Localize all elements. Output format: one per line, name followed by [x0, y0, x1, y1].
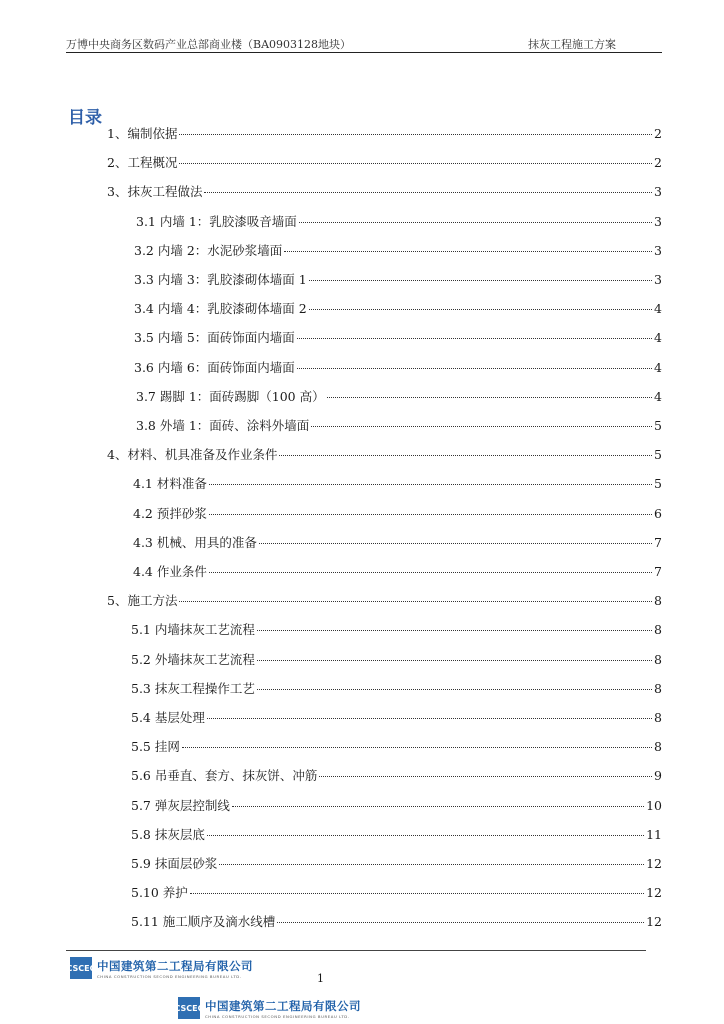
toc-dot-leader [190, 883, 644, 894]
toc-entry-page: 8 [654, 593, 662, 608]
toc-entry[interactable] [134, 299, 662, 317]
toc-entry-label: 5.7 弹灰层控制线 [131, 798, 230, 813]
toc-entry[interactable] [131, 708, 662, 726]
toc-entry[interactable] [134, 241, 662, 259]
toc-entry-page: 12 [646, 856, 662, 871]
header-rule [66, 52, 662, 53]
toc-entry[interactable] [136, 416, 662, 434]
toc-entry[interactable] [107, 153, 662, 171]
logo-company-name-en: CHINA CONSTRUCTION SECOND ENGINEERING BUREAU LTD. [205, 1013, 350, 1019]
toc-entry[interactable] [134, 328, 662, 346]
toc-entry-label: 3.8 外墙 1：面砖、涂料外墙面 [136, 418, 310, 433]
toc-entry-page: 6 [654, 506, 662, 521]
toc-dot-leader [179, 153, 652, 164]
toc-entry-page: 8 [654, 652, 662, 667]
toc-entry-page: 3 [654, 214, 662, 229]
footer-logo [66, 957, 253, 979]
toc-dot-leader [327, 387, 652, 398]
toc-entry-label: 3.6 内墙 6：面砖饰面内墙面 [134, 360, 295, 375]
toc-dot-leader [179, 591, 652, 602]
toc-entry-label: 3.4 内墙 4：乳胶漆砌体墙面 2 [134, 301, 307, 316]
toc-entry[interactable] [133, 533, 662, 551]
toc-dot-leader [279, 445, 652, 456]
toc-dot-leader [284, 241, 652, 252]
toc-entry-page: 12 [646, 914, 662, 929]
toc-entry-label: 5.9 抹面层砂浆 [131, 856, 218, 871]
toc-entry-label: 4.2 预拌砂浆 [133, 506, 207, 521]
toc-entry-page: 10 [646, 798, 662, 813]
toc-entry[interactable] [131, 883, 662, 901]
page-number: 1 [317, 972, 324, 985]
toc-entry-label: 3.5 内墙 5：面砖饰面内墙面 [134, 330, 295, 345]
toc-entry-label: 3.2 内墙 2：水泥砂浆墙面 [134, 243, 283, 258]
toc-entry-page: 4 [654, 330, 662, 345]
toc-entry-page: 4 [654, 389, 662, 404]
toc-dot-leader [179, 124, 652, 135]
toc-entry[interactable] [131, 912, 662, 930]
toc-entry-label: 4.3 机械、用具的准备 [133, 535, 257, 550]
toc-dot-leader [204, 182, 652, 193]
toc-entry-page: 5 [654, 447, 662, 462]
cscec-logo-icon: CSCEC [178, 997, 200, 1019]
toc-entry-page: 8 [654, 710, 662, 725]
toc-entry[interactable] [107, 124, 662, 142]
toc-entry[interactable] [131, 650, 662, 668]
toc-dot-leader [182, 737, 652, 748]
toc-entry-label: 4.4 作业条件 [133, 564, 207, 579]
toc-entry-label: 5.6 吊垂直、套方、抹灰饼、冲筋 [131, 768, 318, 783]
toc-entry-label: 3.7 踢脚 1：面砖踢脚（100 高） [136, 389, 325, 404]
toc-entry-page: 7 [654, 535, 662, 550]
toc-dot-leader [297, 328, 652, 339]
toc-dot-leader [219, 854, 644, 865]
toc-entry-page: 2 [654, 126, 662, 141]
toc-entry[interactable] [107, 182, 662, 200]
header-document-title: 抹灰工程施工方案 [528, 38, 616, 51]
cscec-logo-icon: CSCEC [70, 957, 92, 979]
toc-dot-leader [319, 766, 652, 777]
toc-entry-label: 5.10 养护 [131, 885, 188, 900]
toc-dot-leader [209, 474, 652, 485]
toc-dot-leader [207, 825, 644, 836]
logo-company-name: 中国建筑第二工程局有限公司 [97, 958, 253, 973]
toc-entry-label: 5.4 基层处理 [131, 710, 205, 725]
toc-entry-page: 3 [654, 272, 662, 287]
toc-dot-leader [232, 796, 644, 807]
toc-dot-leader [277, 912, 644, 923]
toc-dot-leader [257, 620, 652, 631]
toc-entry-page: 3 [654, 243, 662, 258]
toc-entry[interactable] [107, 445, 662, 463]
toc-entry-page: 11 [646, 827, 662, 842]
toc-entry-page: 2 [654, 155, 662, 170]
toc-entry[interactable] [136, 212, 662, 230]
toc-dot-leader [311, 416, 652, 427]
toc-entry-label: 5.3 抹灰工程操作工艺 [131, 681, 255, 696]
toc-entry[interactable] [133, 562, 662, 580]
page-header [66, 36, 662, 52]
toc-entry-page: 7 [654, 564, 662, 579]
toc-entry-label: 5.8 抹灰层底 [131, 827, 205, 842]
toc-dot-leader [209, 504, 652, 515]
toc-dot-leader [309, 270, 652, 281]
toc-dot-leader [209, 562, 652, 573]
toc-entry[interactable] [131, 679, 662, 697]
logo-company-name-en: CHINA CONSTRUCTION SECOND ENGINEERING BUREAU LTD. [97, 973, 242, 979]
toc-entry-page: 4 [654, 301, 662, 316]
toc-entry[interactable] [107, 591, 662, 609]
toc-entry-page: 9 [654, 768, 662, 783]
toc-entry-page: 8 [654, 681, 662, 696]
toc-entry[interactable] [134, 358, 662, 376]
footer-rule [66, 950, 646, 951]
footer-logo-watermark [174, 997, 361, 1019]
toc-entry[interactable] [134, 270, 662, 288]
toc-entry[interactable] [131, 766, 662, 784]
header-project-title: 万博中央商务区数码产业总部商业楼（BA0903128地块） [66, 38, 352, 51]
toc-entry[interactable] [131, 620, 662, 638]
toc-entry-label: 5.2 外墙抹灰工艺流程 [131, 652, 255, 667]
toc-entry[interactable] [131, 796, 662, 814]
toc-entry-page: 5 [654, 418, 662, 433]
toc-entry-label: 3.1 内墙 1：乳胶漆吸音墙面 [136, 214, 297, 229]
toc-dot-leader [257, 650, 652, 661]
toc-entry-page: 4 [654, 360, 662, 375]
toc-entry-label: 3、抹灰工程做法 [107, 184, 203, 199]
toc-entry-label: 2、工程概况 [107, 155, 178, 170]
toc-dot-leader [309, 299, 652, 310]
toc-dot-leader [259, 533, 652, 544]
toc-entry[interactable] [131, 825, 662, 843]
toc-entry-label: 5.11 施工顺序及滴水线槽 [131, 914, 276, 929]
toc-entry[interactable] [133, 504, 662, 522]
toc-entry-page: 12 [646, 885, 662, 900]
toc-entry-label: 4、材料、机具准备及作业条件 [107, 447, 278, 462]
toc-entry-page: 5 [654, 476, 662, 491]
logo-company-name: 中国建筑第二工程局有限公司 [205, 998, 361, 1013]
toc-entry-label: 1、编制依据 [107, 126, 178, 141]
toc-entry-label: 5.1 内墙抹灰工艺流程 [131, 622, 255, 637]
toc-dot-leader [257, 679, 652, 690]
toc-entry-page: 3 [654, 184, 662, 199]
toc-dot-leader [299, 212, 652, 223]
toc-entry[interactable] [136, 387, 662, 405]
toc-dot-leader [297, 358, 652, 369]
toc-entry[interactable] [133, 474, 662, 492]
toc-title: 目录 [68, 108, 102, 128]
toc-entry-label: 5.5 挂网 [131, 739, 180, 754]
toc-entry-label: 4.1 材料准备 [133, 476, 207, 491]
toc-entry-label: 3.3 内墙 3：乳胶漆砌体墙面 1 [134, 272, 307, 287]
toc-dot-leader [207, 708, 652, 719]
toc-entry-label: 5、施工方法 [107, 593, 178, 608]
toc-entry-page: 8 [654, 622, 662, 637]
toc-entry[interactable] [131, 854, 662, 872]
toc-entry-page: 8 [654, 739, 662, 754]
toc-entry[interactable] [131, 737, 662, 755]
